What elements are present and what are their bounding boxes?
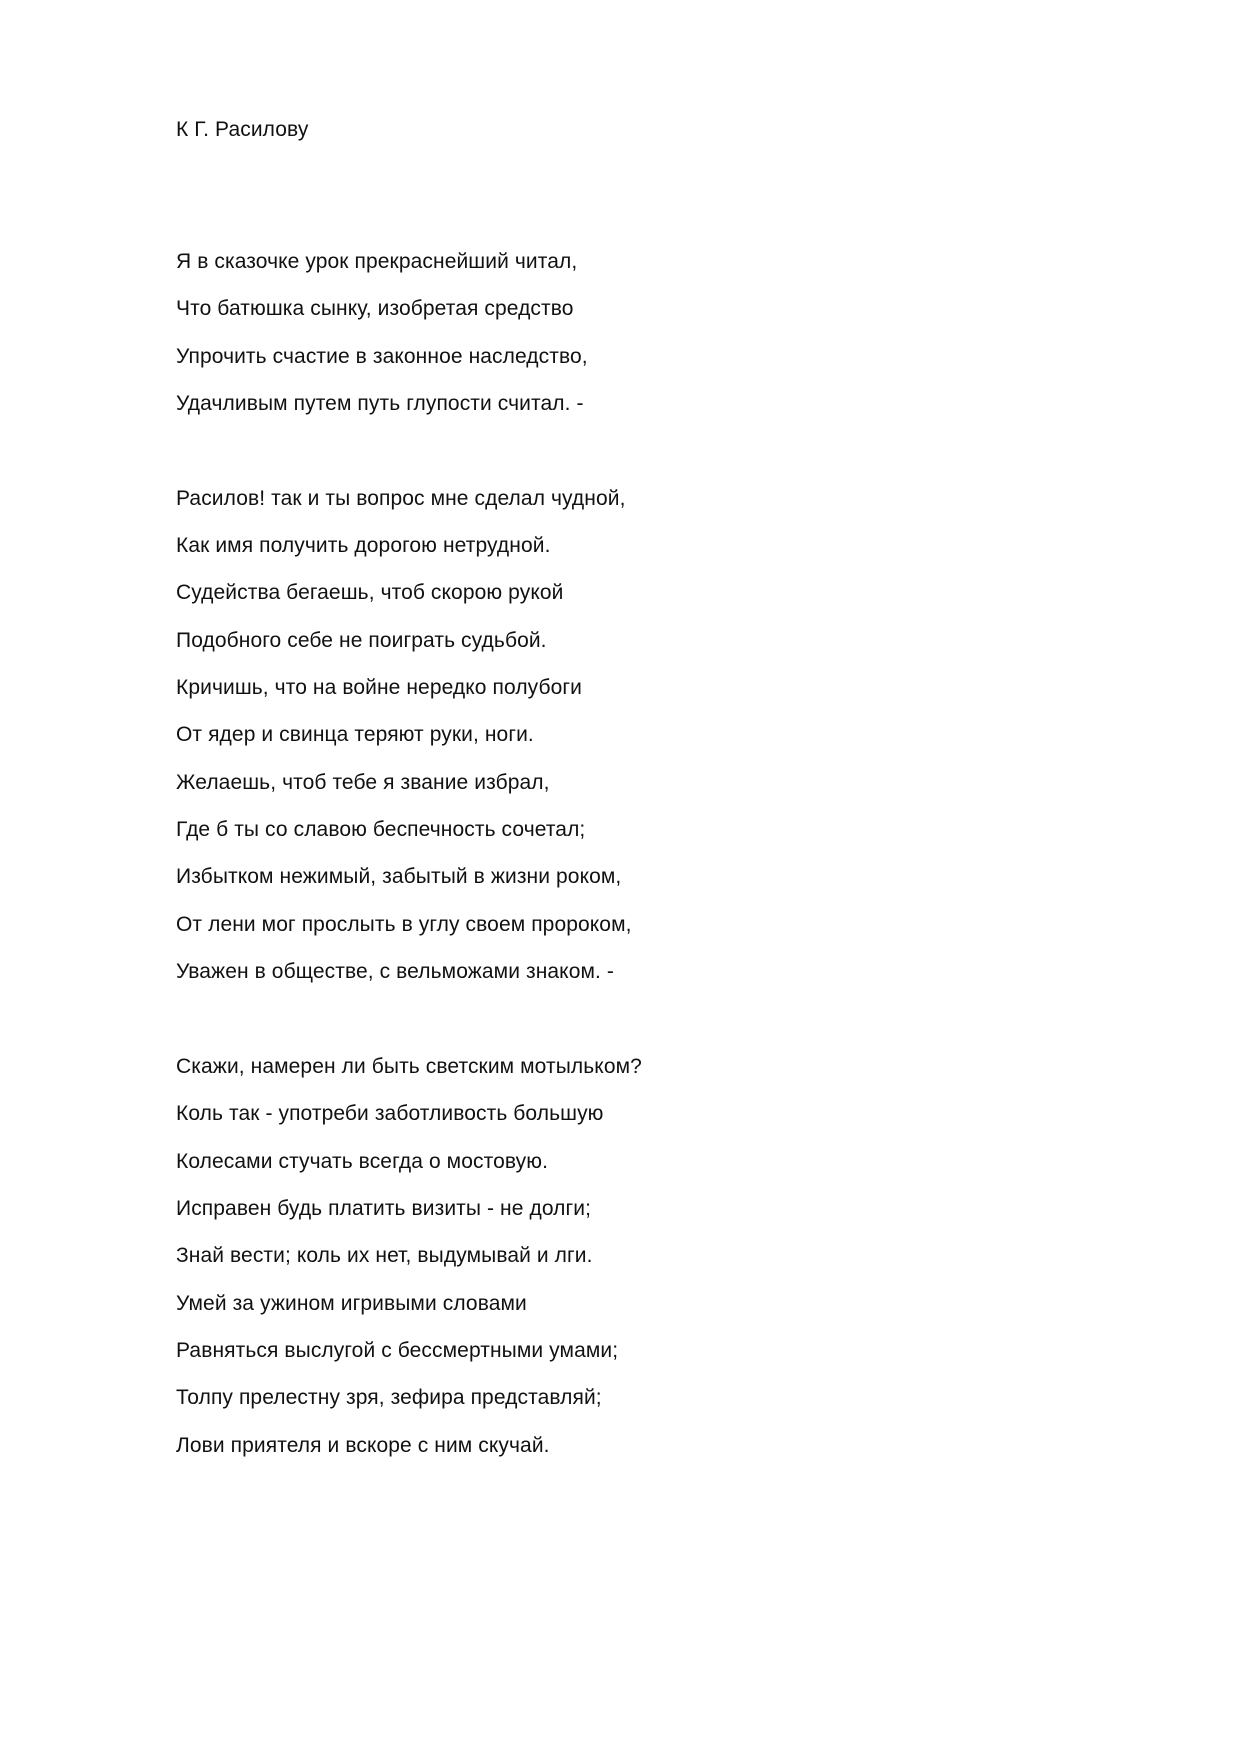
- poem-line: Знай вести; коль их нет, выдумывай и лги.: [176, 1244, 593, 1267]
- poem-line: Скажи, намерен ли быть светским мотыльком?: [176, 1055, 642, 1078]
- poem-line: Умей за ужином игривыми словами: [176, 1292, 527, 1315]
- poem-line: Уважен в обществе, с вельможами знаком. -: [176, 960, 614, 983]
- poem-line: Лови приятеля и вскоре с ним скучай.: [176, 1434, 550, 1457]
- poem-line: Что батюшка сынку, изобретая средство: [176, 297, 574, 320]
- poem-line: Равняться выслугой с бессмертными умами;: [176, 1339, 619, 1362]
- poem-line: Желаешь, чтоб тебе я звание избрал,: [176, 771, 550, 794]
- poem-line: Где б ты со славою беспечность сочетал;: [176, 818, 586, 841]
- poem-line: От лени мог прослыть в углу своем пророком,: [176, 913, 632, 936]
- poem-line: Колесами стучать всегда о мостовую.: [176, 1150, 549, 1173]
- poem-line: Коль так - употреби заботливость большую: [176, 1102, 604, 1125]
- poem-line: Подобного себе не поиграть судьбой.: [176, 629, 547, 652]
- poem-line: Как имя получить дорогою нетрудной.: [176, 534, 551, 557]
- poem-line: Кричишь, что на войне нередко полубоги: [176, 676, 582, 699]
- poem-line: Я в сказочке урок прекраснейший читал,: [176, 250, 578, 273]
- poem-line: Расилов! так и ты вопрос мне сделал чудной,: [176, 487, 626, 510]
- poem-line: От ядер и свинца теряют руки, ноги.: [176, 723, 534, 746]
- poem-line: Судейства бегаешь, чтоб скорою рукой: [176, 581, 564, 604]
- poem-line: Толпу прелестну зря, зефира представляй;: [176, 1386, 602, 1409]
- poem-line: Удачливым путем путь глупости считал. -: [176, 392, 584, 415]
- poem-line: Исправен будь платить визиты - не долги;: [176, 1197, 592, 1220]
- poem-line: Избытком нежимый, забытый в жизни роком,: [176, 865, 622, 888]
- poem-line: Упрочить счастие в законное наследство,: [176, 345, 588, 368]
- poem-heading: К Г. Расилову: [176, 118, 309, 141]
